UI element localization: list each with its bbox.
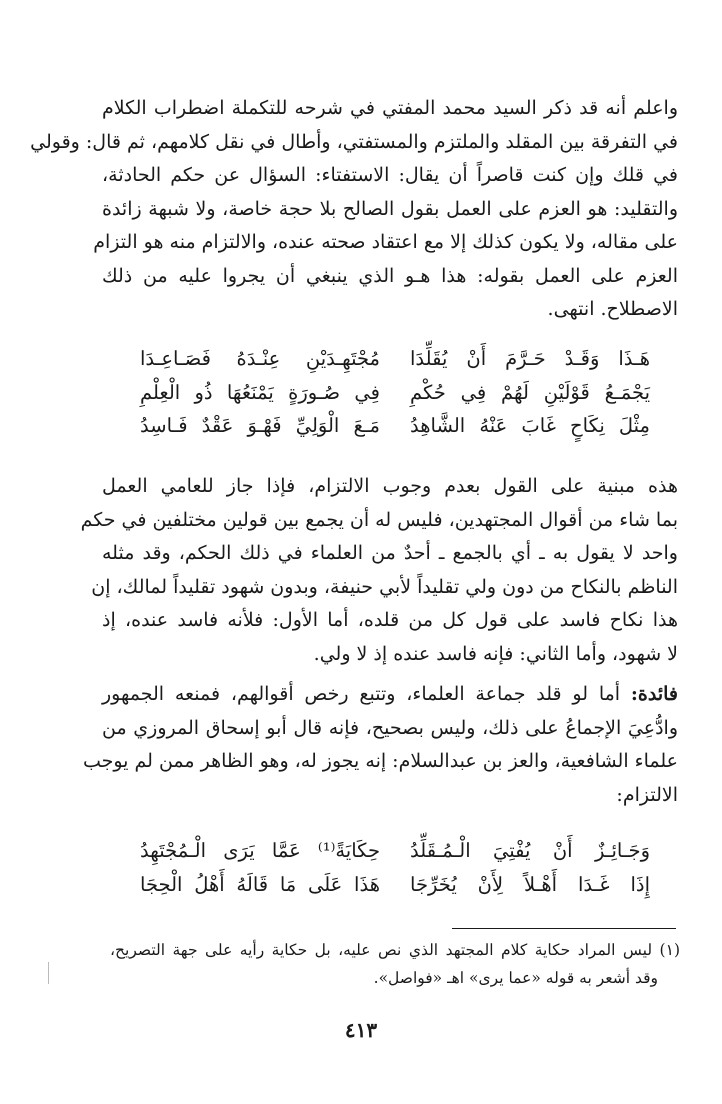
verse-hemistich-right: مِثْلَ نِكَاحٍ غَابَ عَنْهُ الشَّاهِدُ (410, 414, 650, 438)
verse-line (140, 409, 650, 443)
verse-hemistich-left: مُجْتَهِـدَيْنِ عِنْـدَهُ فَصَـاعِـدَا (140, 347, 380, 371)
paragraph-1 (30, 92, 678, 327)
text-line: هذا نكاح فاسد على قول كل من قلده، أما الأول: فلأنه فاسد عنده، إذ (102, 609, 678, 631)
footnote-divider (452, 928, 676, 929)
paragraph-2 (80, 470, 678, 671)
footnote (110, 936, 680, 992)
text-line: بما شاء من أقوال المجتهدين، فليس له أن يجمع بين قولين مختلفين في حكم (80, 508, 678, 531)
page-number: ٤١٣ (344, 1018, 378, 1042)
text-line: الناظم بالنكاح من دون ولي تقليداً لأبي حنيفة، وبدون شهود تقليداً لمالك، إن (91, 575, 678, 598)
verse-line (140, 376, 650, 410)
verse-hemistich-left: فِي صُـورَةٍ يَمْنَعُهَا ذُو الْعِلْمِ (140, 380, 380, 404)
text-line: واحد لا يقول به ـ أي بالجمع ـ أحدٌ من العلماء في ذلك الحكم، وقد مثله (102, 542, 678, 564)
footnote-line: وقد أشعر به قوله «عما يرى» اهـ «فواصل». (373, 969, 658, 987)
text-line: والتقليد: هو العزم على العمل بقول الصالح بلا حجة خاصة، ولا شبهة زائدة (102, 197, 678, 220)
text-line: علماء الشافعية، والعز بن عبدالسلام: إنه يجوز له، وهو الظاهر ممن لم يوجب (82, 750, 678, 772)
footnote-line: (١) ليس المراد حكاية كلام المجتهد الذي نص عليه، بل حكاية رأيه على جهة التصريح، (110, 941, 680, 959)
paragraph-3 (82, 678, 678, 812)
text-line-rest: أما لو قلد جماعة العلماء، وتتبع رخص أقوالهم، فمنعه الجمهور (102, 683, 621, 705)
margin-mark (48, 962, 49, 984)
text-line: وادُّعِيَ الإجماعُ على ذلك، وليس بصحيح، فإنه قال أبو إسحاق المروزي من (102, 716, 678, 739)
verse-hemistich-right: وَجَـائِـزٌ أَنْ يُفْتِيَ الْـمُـقَلِّدُ (410, 839, 650, 863)
verse-hemistich-left: مَـعَ الْوَلِيِّ فَهْـوَ عَقْدٌ فَـاسِدُ (140, 414, 380, 438)
verse-line (140, 342, 650, 376)
text-line: في التفرقة بين المقلد والملتزم والمستفتي، وأطال في نقل كلامهم، ثم قال: وقولي (30, 130, 678, 153)
verse-block-1 (140, 342, 650, 443)
text-line (102, 678, 678, 712)
text-line: هذه مبنية على القول بعدم وجوب الالتزام، فإذا جاز للعامي العمل (102, 475, 678, 497)
verse-line (140, 868, 650, 902)
verse-hemistich-left: حِكَايَةً⁽¹⁾ عَمَّا يَرَى الْـمُجْتَهِدُ (140, 839, 380, 863)
text-line: الاصطلاح. انتهى. (547, 298, 678, 320)
benefit-label: فائدة: (630, 683, 678, 705)
verse-hemistich-right: يَجْمَـعُ قَوْلَيْنِ لَهُمْ فِي حُكْمِ (410, 380, 650, 404)
text-line: لا شهود، وأما الثاني: فإنه فاسد عنده إذ لا ولي. (313, 642, 678, 665)
verse-hemistich-right: هَـذَا وَقَـدْ حَـرَّمَ أَنْ يُقَلِّدَا (410, 347, 650, 371)
text-line: العزم على العمل بقوله: هذا هـو الذي ينبغي أن يجروا عليه من ذلك (102, 264, 678, 287)
verse-block-2 (140, 834, 650, 901)
text-line: على مقاله، ولا يكون كذلك إلا مع اعتقاد صحته عنده، والالتزام منه هو التزام (93, 231, 678, 253)
text-line: في قلك وإن كنت قاصراً أن يقال: الاستفتاء: السؤال عن حكم الحادثة، (102, 164, 678, 186)
verse-hemistich-left: هَذَا عَلَى مَا قَالَهُ أَهْلُ الْحِجَا (140, 872, 380, 896)
text-line: الالتزام: (616, 783, 678, 806)
verse-line (140, 834, 650, 868)
text-line: واعلم أنه قد ذكر السيد محمد المفتي في شرحه للتكملة اضطراب الكلام (102, 97, 678, 119)
verse-hemistich-right: إِذَا غَـدَا أَهْـلاً لِأَنْ يُخَرِّجَا (410, 872, 650, 896)
